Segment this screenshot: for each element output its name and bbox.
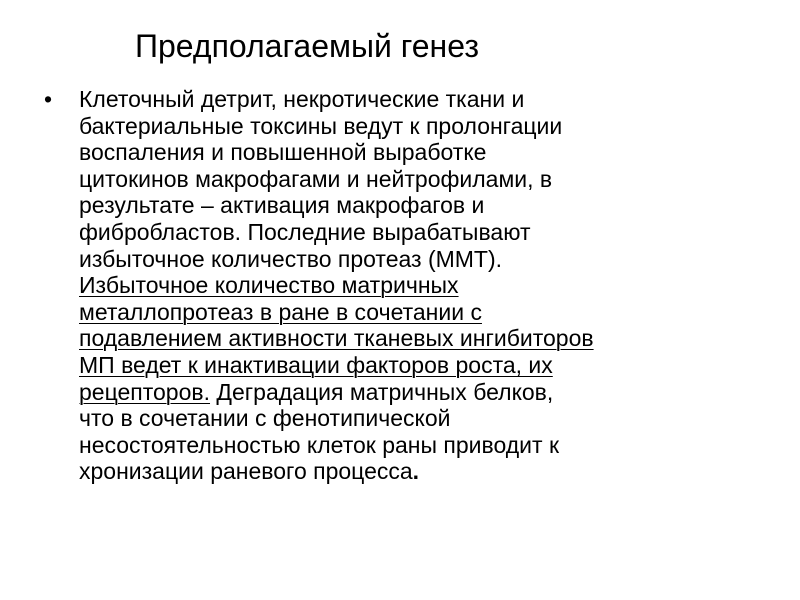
bullet-text-line: воспаления и повышенной выработке xyxy=(79,139,487,166)
bullet-text-line-final xyxy=(79,458,764,485)
final-period: . xyxy=(412,458,420,485)
underlined-text-fragment: рецепторов. xyxy=(79,378,211,405)
bullet-text-line: что в сочетании с фенотипической xyxy=(79,405,451,432)
bullet-text-line: цитокинов макрофагами и нейтрофилами, в xyxy=(79,165,553,192)
underlined-text-line: Избыточное количество матричных xyxy=(79,272,459,299)
bullet-text-line: избыточное количество протеаз (ММТ). xyxy=(79,245,503,272)
underlined-text-line: металлопротеаз в ране в сочетании с xyxy=(79,298,482,325)
underlined-text-line: МП ведет к инактивации факторов роста, их xyxy=(79,351,553,378)
bullet-text-fragment: Деградация матричных белков, xyxy=(210,378,554,405)
bullet-text-line: бактериальные токсины ведут к пролонгации xyxy=(79,112,563,139)
bullet-list xyxy=(44,86,764,485)
bullet-text-line-mixed xyxy=(79,379,764,406)
bullet-text-line: несостоятельностью клеток раны приводит к xyxy=(79,431,560,458)
bullet-text-line: результате – активация макрофагов и xyxy=(79,192,485,219)
underlined-text-line: подавлением активности тканевых ингибиторов xyxy=(79,325,594,352)
slide-title: Предполагаемый генез xyxy=(135,28,479,64)
bullet-text-line: Клеточный детрит, некротические ткани и xyxy=(79,86,525,112)
bullet-text-fragment: хронизации раневого процесса xyxy=(79,458,413,485)
bullet-text-line: фибробластов. Последние вырабатывают xyxy=(79,218,531,245)
bullet-item xyxy=(44,86,764,485)
bullet-marker: • xyxy=(44,86,53,112)
